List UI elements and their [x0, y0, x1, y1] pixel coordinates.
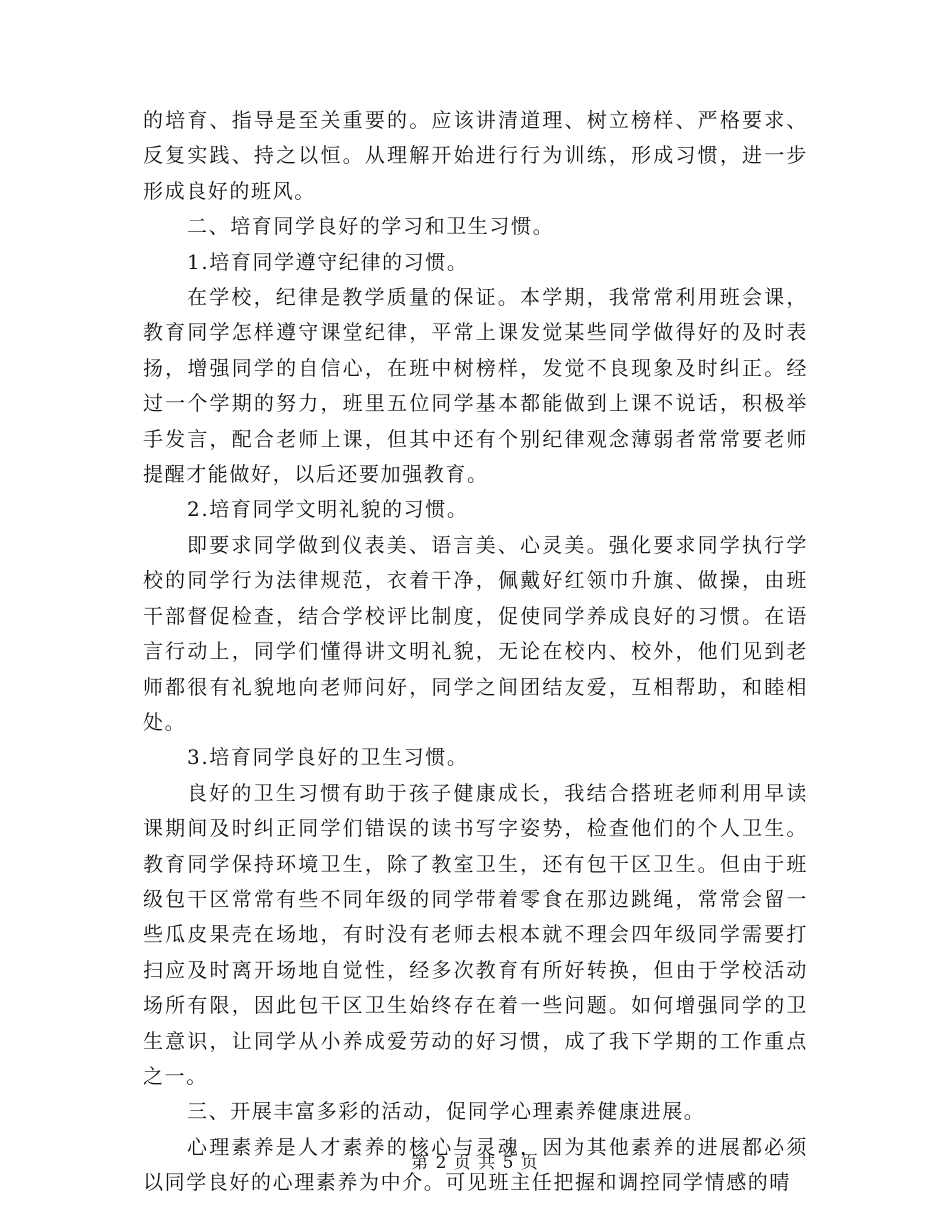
page-number-footer: 第 2 页 共 5 页 — [411, 1153, 539, 1173]
subheading-courtesy: 2.培育同学文明礼貌的习惯。 — [187, 497, 469, 522]
paragraph-discipline: 在学校，纪律是教学质量的保证。本学期，我常常利用班会课，教育同学怎样遵守课堂纪律，平常上课发觉某些同学做得好的及时表扬，增强同学的自信心，在班中树榜样，发觉不良现象及时纠正。经过一个学期的努力，班里五位同学基本都能做到上课不说话，积极举手发言，配合老师上课，但其中还有个别纪律观念薄弱者常常要老师提醒才能做好，以后还要加强教育。 — [143, 285, 808, 487]
paragraph-psychology: 心理素养是人才素养的核心与灵魂，因为其他素养的进展都必须以同学良好的心理素养为中介。可见班主任把握和调控同学情感的晴 — [143, 1134, 808, 1195]
paragraph-courtesy: 即要求同学做到仪表美、语言美、心灵美。强化要求同学执行学校的同学行为法律规范，衣着干净，佩戴好红领巾升旗、做操，由班干部督促检查，结合学校评比制度，促使同学养成良好的习惯。在语言行动上，同学们懂得讲文明礼貌，无论在校内、校外，他们见到老师都很有礼貌地向老师问好，同学之间团结友爱，互相帮助，和睦相处。 — [143, 532, 808, 734]
paragraph-1: 的培育、指导是至关重要的。应该讲清道理、树立榜样、严格要求、反复实践、持之以恒。从理解开始进行行为训练，形成习惯，进一步形成良好的班风。 — [143, 108, 808, 203]
section-heading-2: 二、培育同学良好的学习和卫生习惯。 — [187, 214, 555, 239]
subheading-discipline: 1.培育同学遵守纪律的习惯。 — [187, 249, 469, 274]
paragraph-hygiene: 良好的卫生习惯有助于孩子健康成长，我结合搭班老师利用早读课期间及时纠正同学们错误的读书写字姿势，检查他们的个人卫生。教育同学保持环境卫生，除了教室卫生，还有包干区卫生。但由于班级包干区常常有些不同年级的同学带着零食在那边跳绳，常常会留一些瓜皮果壳在场地，有时没有老师去根本就不理会四年级同学需要打扫应及时离开场地自觉性，经多次教育有所好转换，但由于学校活动场所有限，因此包干区卫生始终存在着一些问题。如何增强同学的卫生意识，让同学从小养成爱劳动的好习惯，成了我下学期的工作重点之一。 — [143, 780, 808, 1088]
subheading-hygiene: 3.培育同学良好的卫生习惯。 — [187, 745, 469, 770]
document-body — [143, 103, 808, 1201]
section-heading-3: 三、开展丰富多彩的活动，促同学心理素养健康进展。 — [187, 1099, 706, 1124]
